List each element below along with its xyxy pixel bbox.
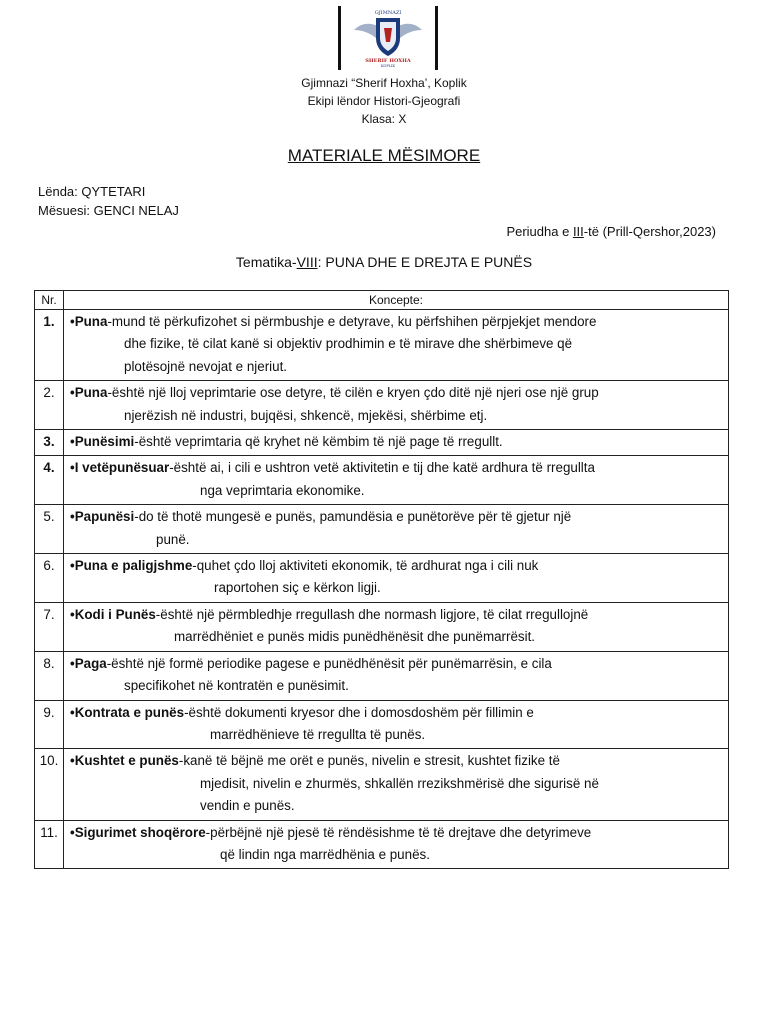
concept-line xyxy=(70,506,722,528)
concept-text: -quhet çdo lloj aktiviteti ekonomik, të ardhurat nga i cili nuk xyxy=(192,558,539,574)
concept-line xyxy=(70,604,722,626)
concept-cell xyxy=(64,651,729,700)
logo-bottom-text: SHERIF HOXHA xyxy=(365,58,411,64)
concept-text: dhe fizike, të cilat kanë si objektiv prodhimin e të mirave dhe shërbimeve që xyxy=(124,336,573,352)
table-row xyxy=(35,602,729,651)
header-concepts: Koncepte: xyxy=(64,291,729,310)
concept-text: -është dokumenti kryesor dhe i domosdoshëm për fillimin e xyxy=(184,704,534,720)
concept-text: plotësojnë nevojat e njeriut. xyxy=(124,358,288,374)
table-row xyxy=(35,310,729,381)
concept-line xyxy=(70,795,722,817)
concept-line xyxy=(70,702,722,724)
table-body xyxy=(35,310,729,869)
row-number: 3. xyxy=(35,430,64,456)
team-name: Ekipi lëndor Histori-Gjeografi xyxy=(307,94,461,108)
concept-line xyxy=(70,457,722,479)
table-header-row xyxy=(35,291,729,310)
concept-term: •Kodi i Punës xyxy=(70,606,156,622)
concept-text: mjedisit, nivelin e zhurmës, shkallën rrezikshmërisë dhe sigurisë në xyxy=(200,775,599,791)
concept-cell xyxy=(64,430,729,456)
concept-line xyxy=(70,675,722,697)
table-row xyxy=(35,651,729,700)
table-row xyxy=(35,820,729,869)
concept-line xyxy=(70,555,722,577)
concept-line xyxy=(70,724,722,746)
concept-line xyxy=(70,822,722,844)
concept-term: •Punësimi xyxy=(70,434,135,450)
row-number: 9. xyxy=(35,700,64,749)
concept-line xyxy=(70,333,722,355)
row-number: 4. xyxy=(35,456,64,505)
concept-text: specifikohet në kontratën e punësimit. xyxy=(124,678,349,694)
concept-text: -do të thotë mungesë e punës, pamundësia e punëtorëve për të gjetur një xyxy=(134,509,572,525)
tematika-roman: VIII xyxy=(296,254,318,270)
row-number: 8. xyxy=(35,651,64,700)
table-row xyxy=(35,381,729,430)
school-header xyxy=(0,74,768,128)
period-suffix: -të (Prill-Qershor,2023) xyxy=(583,224,716,239)
concept-text: -është një përmbledhje rregullash dhe normash ligjore, të cilat rregullojnë xyxy=(155,606,589,622)
concept-term: •Puna e paligjshme xyxy=(70,558,193,574)
teacher-line: Mësuesi: GENCI NELAJ xyxy=(38,203,179,218)
concept-term: •Kushtet e punës xyxy=(70,753,179,769)
concept-text: -përbëjnë një pjesë të rëndësishme të të drejtave dhe detyrimeve xyxy=(205,824,592,840)
concepts-table xyxy=(34,290,729,869)
concept-term: •Puna xyxy=(70,385,108,401)
period-prefix: Periudha e xyxy=(506,224,573,239)
table-row xyxy=(35,505,729,554)
logo-sub-text: KOPLIK xyxy=(380,64,396,68)
row-number: 2. xyxy=(35,381,64,430)
table-row xyxy=(35,700,729,749)
concept-text: që lindin nga marrëdhënia e punës. xyxy=(220,846,430,862)
concept-line xyxy=(70,356,722,378)
concept-cell xyxy=(64,749,729,820)
concept-cell xyxy=(64,381,729,430)
concept-line xyxy=(70,480,722,502)
tematika-line xyxy=(0,254,768,270)
concept-line xyxy=(70,750,722,772)
concept-cell xyxy=(64,554,729,603)
subject-line: Lënda: QYTETARI xyxy=(38,184,146,199)
concept-cell xyxy=(64,310,729,381)
concept-text: marrëdhëniet e punës midis punëdhënësit dhe punëmarrësit. xyxy=(174,629,536,645)
period-roman: III xyxy=(572,224,584,239)
row-number: 11. xyxy=(35,820,64,869)
concept-line xyxy=(70,311,722,333)
concept-text: punë. xyxy=(156,531,190,547)
concept-line xyxy=(70,382,722,404)
logo-left-bar xyxy=(338,6,341,70)
concept-text: nga veprimtaria ekonomike. xyxy=(200,482,365,498)
concept-text: raportohen siç e kërkon ligji. xyxy=(214,580,381,596)
tematika-suffix: : PUNA DHE E DREJTA E PUNËS xyxy=(317,254,533,270)
concept-text: -është një formë periodike pagese e punëdhënësit për punëmarrësin, e cila xyxy=(106,655,552,671)
document-meta xyxy=(38,182,179,220)
row-number: 10. xyxy=(35,749,64,820)
document-title-text: MATERIALE MËSIMORE xyxy=(287,146,481,165)
concept-cell xyxy=(64,505,729,554)
concept-line xyxy=(70,577,722,599)
concept-text: -është ai, i cili e ushtron vetë aktivitetin e tij dhe katë ardhura të rregullta xyxy=(169,460,595,476)
row-number: 5. xyxy=(35,505,64,554)
class-label: Klasa: X xyxy=(361,112,407,126)
concept-term: •I vetëpunësuar xyxy=(70,460,170,476)
logo-top-text: GJIMNAZI xyxy=(374,10,402,16)
table-row xyxy=(35,456,729,505)
concept-line xyxy=(70,844,722,866)
concept-term: •Sigurimet shoqërore xyxy=(70,824,206,840)
concept-line xyxy=(70,405,722,427)
concept-line xyxy=(70,653,722,675)
concept-cell xyxy=(64,820,729,869)
concept-text: marrëdhënieve të rregullta të punës. xyxy=(210,726,426,742)
concept-line xyxy=(70,626,722,648)
concept-cell xyxy=(64,602,729,651)
school-logo xyxy=(338,6,438,70)
header-nr: Nr. xyxy=(35,291,64,310)
table-row xyxy=(35,554,729,603)
tematika-prefix: Tematika- xyxy=(235,254,297,270)
concept-text: njerëzish në industri, bujqësi, shkencë, mjekësi, shërbime etj. xyxy=(124,407,488,423)
concept-line xyxy=(70,529,722,551)
concept-term: •Puna xyxy=(70,314,108,329)
concept-cell xyxy=(64,700,729,749)
concept-text: -mund të përkufizohet si përmbushje e detyrave, ku përfshihen përpjekjet mendore xyxy=(107,314,597,329)
concept-cell xyxy=(64,456,729,505)
concept-line xyxy=(70,773,722,795)
table-row xyxy=(35,749,729,820)
concept-text: -është një lloj veprimtarie ose detyre, të cilën e kryen çdo ditë një njeri ose një grup xyxy=(107,385,599,401)
concept-text: -kanë të bëjnë me orët e punës, nivelin e stresit, kushtet fizike të xyxy=(178,753,560,769)
document-title xyxy=(0,146,768,166)
concept-term: •Kontrata e punës xyxy=(70,704,185,720)
concept-term: •Papunësi xyxy=(70,509,135,525)
concept-line xyxy=(70,431,722,453)
logo-right-bar xyxy=(435,6,438,70)
concept-text: vendin e punës. xyxy=(200,798,295,814)
row-number: 7. xyxy=(35,602,64,651)
concept-text: -është veprimtaria që kryhet në këmbim të një page të rregullt. xyxy=(134,434,503,450)
row-number: 6. xyxy=(35,554,64,603)
table-row xyxy=(35,430,729,456)
school-name: Gjimnazi “Sherif Hoxha’, Koplik xyxy=(301,76,467,90)
period-line xyxy=(506,224,716,239)
eagle-shield-icon xyxy=(350,8,426,68)
row-number: 1. xyxy=(35,310,64,381)
concept-term: •Paga xyxy=(70,655,107,671)
